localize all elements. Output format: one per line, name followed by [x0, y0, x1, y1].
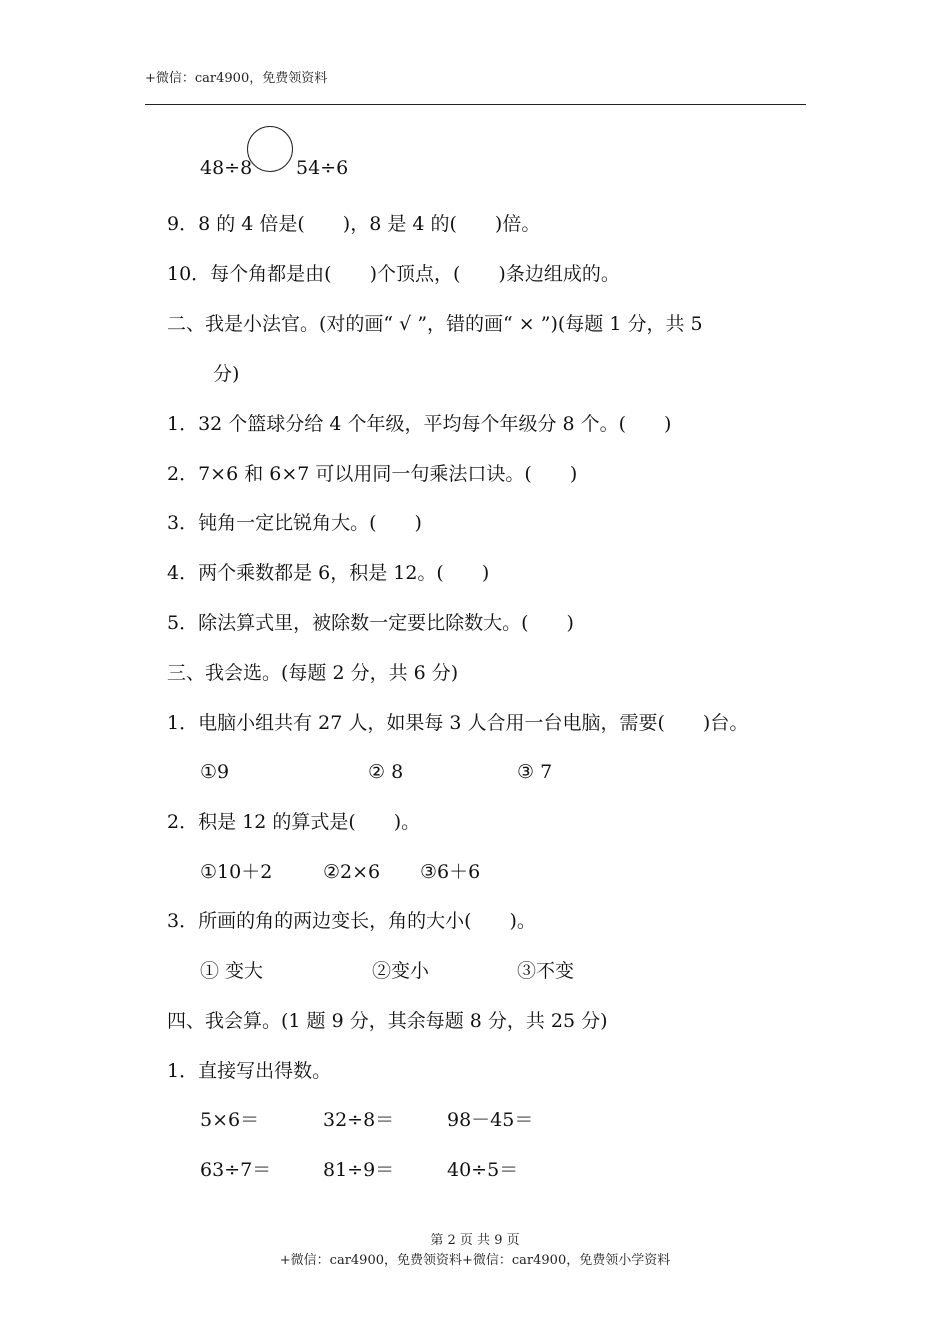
question-9: 9．8 的 4 倍是( )，8 是 4 的( )倍。: [167, 213, 541, 235]
section-2-title: 二、我是小法官。(对的画“ √ ”，错的画“ × ”)(每题 1 分，共 5: [167, 313, 703, 335]
sec2-item-1: 1．32 个篮球分给 4 个年级，平均每个年级分 8 个。( ): [167, 413, 672, 435]
sec2-item-4: 4．两个乘数都是 6，积是 12。( ): [167, 562, 490, 584]
compare-left: 48÷8: [200, 157, 253, 179]
sec3-q2-stem: 2．积是 12 的算式是( )。: [167, 811, 421, 833]
sec3-q1-stem: 1．电脑小组共有 27 人，如果每 3 人合用一台电脑，需要( )台。: [167, 712, 749, 734]
sec2-item-3: 3．钝角一定比锐角大。( ): [167, 512, 422, 534]
sec2-item-5: 5．除法算式里，被除数一定要比除数大。( ): [167, 612, 574, 634]
header-rule: [145, 104, 806, 105]
sec3-q2-option-3: ③6＋6: [420, 861, 481, 883]
sec3-q2-option-1: ①10＋2: [200, 861, 273, 883]
sec2-item-2: 2．7×6 和 6×7 可以用同一句乘法口诀。( ): [167, 463, 578, 485]
sec3-q3-stem: 3．所画的角的两边变长，角的大小( )。: [167, 910, 536, 932]
compare-right: 54÷6: [296, 157, 349, 179]
sec3-q1-option-1: ①9: [200, 761, 230, 783]
sec3-q2-option-2: ②2×6: [323, 861, 381, 883]
sec3-q3-option-3: ③不变: [517, 960, 575, 982]
calc-item: 40÷5＝: [447, 1159, 519, 1181]
sec3-q1-option-2: ② 8: [368, 761, 404, 783]
header-watermark: +微信：car4900，免费领资料: [145, 71, 328, 86]
calc-item: 32÷8＝: [323, 1109, 395, 1131]
section-4-title: 四、我会算。(1 题 9 分，其余每题 8 分，共 25 分): [167, 1010, 608, 1032]
calc-item: 98－45＝: [447, 1109, 534, 1131]
footer-watermark: +微信：car4900，免费领资料+微信：car4900，免费领小学资料: [279, 1253, 671, 1268]
question-10: 10．每个角都是由( )个顶点，( )条边组成的。: [167, 263, 620, 285]
compare-circle-blank[interactable]: [247, 126, 293, 172]
sec3-q3-option-2: ②变小: [372, 960, 430, 982]
page-number: 第 2 页 共 9 页: [430, 1233, 520, 1248]
calc-item: 81÷9＝: [323, 1159, 395, 1181]
sec3-q3-option-1: ① 变大: [200, 960, 264, 982]
section-3-title: 三、我会选。(每题 2 分，共 6 分): [167, 662, 459, 684]
calc-item: 5×6＝: [200, 1109, 260, 1131]
sec4-q1-stem: 1．直接写出得数。: [167, 1060, 332, 1082]
section-2-title-cont: 分): [213, 363, 240, 385]
sec3-q1-option-3: ③ 7: [517, 761, 553, 783]
calc-item: 63÷7＝: [200, 1159, 272, 1181]
